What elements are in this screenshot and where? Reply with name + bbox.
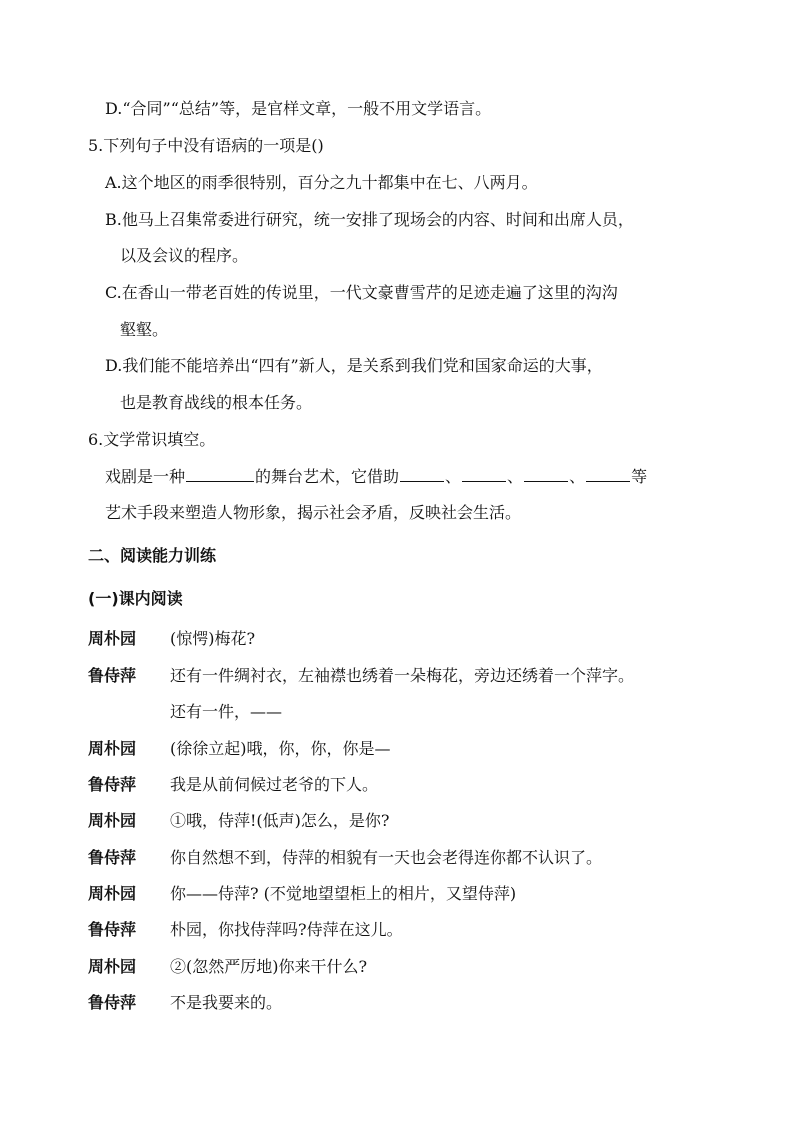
dialogue-speech: 不是我要来的。 [170,993,283,1012]
q6-separator-1: 、 [445,467,462,486]
section-heading: 二、阅读能力训练 [88,546,217,565]
dialogue-speaker: 鲁侍萍 [88,848,137,867]
q6-fill-line1 [105,465,647,487]
dialogue-speech: 还有一件绸衬衣，左袖襟也绣着一朵梅花，旁边还绣着一个萍字。 [170,666,635,685]
q6-stem: 6.文学常识填空。 [88,430,216,449]
q6-text-part1: 戏剧是一种 [105,467,186,486]
dialogue-speaker: 周朴园 [88,884,137,903]
q6-text-part3: 等 [631,467,648,486]
dialogue-speech: 你自然想不到，侍萍的相貌有一天也会老得连你都不认识了。 [170,848,603,867]
dialogue-speaker: 周朴园 [88,957,137,976]
q5-option-b-line1: B.他马上召集常委进行研究，统一安排了现场会的内容、时间和出席人员， [105,210,634,229]
q6-text-part2: 的舞台艺术，它借助 [255,467,400,486]
q5-option-c-line2: 壑壑。 [120,320,169,339]
fill-blank-3[interactable] [462,465,506,482]
q6-fill-line2: 艺术手段来塑造人物形象，揭示社会矛盾，反映社会生活。 [105,503,522,522]
fill-blank-5[interactable] [586,465,630,482]
dialogue-speech-continued: 还有一件，—— [170,702,283,721]
q5-option-b-line2: 以及会议的程序。 [120,246,249,265]
dialogue-speaker: 鲁侍萍 [88,920,137,939]
q6-separator-2: 、 [507,467,524,486]
fill-blank-4[interactable] [524,465,568,482]
q5-option-d-line1: D.我们能不能培养出“四有”新人，是关系到我们党和国家命运的大事， [105,356,603,375]
dialogue-speech: ②(忽然严厉地)你来干什么? [170,957,368,976]
fill-blank-1[interactable] [186,465,254,482]
dialogue-speech: (惊愕)梅花? [170,629,256,648]
dialogue-speech: 你——侍萍? (不觉地望望柜上的相片，又望侍萍) [170,884,517,903]
dialogue-speaker: 周朴园 [88,811,137,830]
dialogue-speech: 我是从前伺候过老爷的下人。 [170,775,379,794]
dialogue-speaker: 鲁侍萍 [88,666,137,685]
subsection-heading: (一)课内阅读 [88,589,183,608]
q5-stem: 5.下列句子中没有语病的一项是() [88,136,324,155]
q5-option-c-line1: C.在香山一带老百姓的传说里，一代文豪曹雪芹的足迹走遍了这里的沟沟 [105,283,618,302]
dialogue-speech: (徐徐立起)哦，你，你，你是— [170,739,391,758]
fill-blank-2[interactable] [400,465,444,482]
q5-option-d-line2: 也是教育战线的根本任务。 [120,393,313,412]
dialogue-speaker: 鲁侍萍 [88,993,137,1012]
dialogue-speaker: 周朴园 [88,739,137,758]
q4-option-d: D.“合同”“总结”等，是官样文章，一般不用文学语言。 [105,99,492,118]
q5-option-a: A.这个地区的雨季很特别，百分之九十都集中在七、八两月。 [105,173,538,192]
dialogue-speech: 朴园，你找侍萍吗?侍萍在这儿。 [170,920,403,939]
q6-separator-3: 、 [569,467,586,486]
dialogue-speech: ①哦，侍萍!(低声)怎么，是你? [170,811,390,830]
dialogue-speaker: 鲁侍萍 [88,775,137,794]
dialogue-speaker: 周朴园 [88,629,137,648]
